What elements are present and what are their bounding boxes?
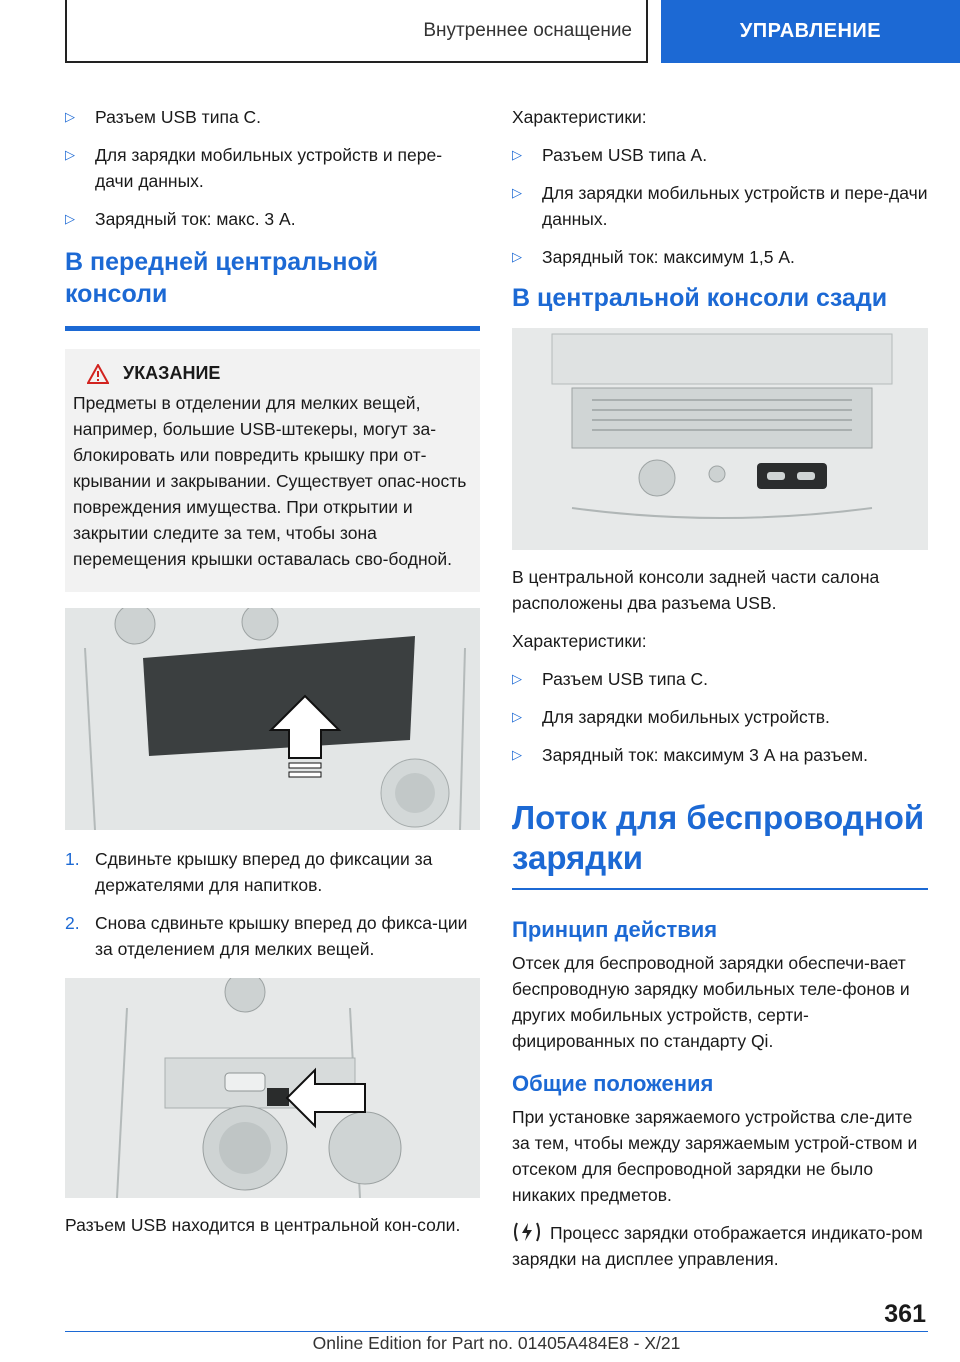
rear-usb-description: В центральной консоли задней части салона расположены два разъема USB. bbox=[512, 567, 880, 613]
wireless-charging-icon bbox=[512, 1221, 542, 1243]
warning-triangle-icon bbox=[87, 364, 109, 384]
triangle-bullet-icon: ▷ bbox=[512, 147, 522, 162]
page-number: 361 bbox=[884, 1300, 926, 1328]
header-chapter-tab[interactable] bbox=[661, 0, 960, 63]
usb-a-feature-list bbox=[512, 142, 928, 270]
general-text: При установке заряжаемого устройства сле-дите за тем, чтобы между заряжаемым устрой-ством и отсеком для беспроводной зарядки не было никаких предметов. bbox=[512, 1107, 918, 1205]
triangle-bullet-icon: ▷ bbox=[512, 747, 522, 762]
list-item: ▷ Для зарядки мобильных устройств и пере-дачи данных. bbox=[512, 180, 928, 232]
features-label: Характеристики: bbox=[512, 631, 647, 651]
warning-title: УКАЗАНИЕ bbox=[73, 363, 472, 384]
warning-text: Предметы в отделении для мелких вещей, например, большие USB-штекеры, могут за-блокировать или повредить крышку при от-крывании и закрывании. Существует опас-ность повреждения имущества. При открытии и закрытии следите за тем, чтобы зона перемещения крышки оставалась сво-бодной. bbox=[73, 393, 467, 569]
warning-box bbox=[65, 349, 480, 592]
triangle-bullet-icon: ▷ bbox=[65, 109, 75, 124]
list-item: ▷ Зарядный ток: максимум 1,5 A. bbox=[512, 244, 928, 270]
list-item: ▷ Разъем USB типа A. bbox=[512, 142, 928, 168]
section-title-wireless-tray: Лоток для беспроводной зарядки bbox=[512, 799, 925, 876]
footer-rule bbox=[65, 1331, 928, 1332]
slide-cover-steps bbox=[65, 846, 480, 962]
list-item: ▷ Зарядный ток: максимум 3 A на разъем. bbox=[512, 742, 928, 768]
triangle-bullet-icon: ▷ bbox=[512, 709, 522, 724]
list-item: ▷ Зарядный ток: макс. 3 A. bbox=[65, 206, 480, 232]
list-item: ▷ Разъем USB типа C. bbox=[512, 666, 928, 692]
triangle-bullet-icon: ▷ bbox=[65, 147, 75, 162]
photo-usb-in-console bbox=[65, 978, 480, 1198]
footer-edition: Online Edition for Part no. 01405A484E8 - X/21 bbox=[312, 1333, 681, 1353]
indicator-note: Процесс зарядки отображается индикато-ром зарядки на дисплее управления. bbox=[512, 1223, 923, 1269]
section-title: Внутреннее оснащение bbox=[423, 19, 632, 41]
photo-rear-console bbox=[512, 328, 928, 550]
triangle-bullet-icon: ▷ bbox=[512, 671, 522, 686]
list-item: ▷ Для зарядки мобильных устройств и пере-дачи данных. bbox=[65, 142, 480, 194]
header-section bbox=[65, 0, 648, 63]
heading-rule bbox=[65, 326, 480, 331]
heading-general: Общие положения bbox=[512, 1071, 714, 1096]
heading-principle: Принцип действия bbox=[512, 917, 718, 942]
step-item: 2. Снова сдвиньте крышку вперед до фикса-ции за отделением для мелких вещей. bbox=[65, 913, 468, 959]
chapter-title: УПРАВЛЕНИЕ bbox=[739, 20, 882, 42]
triangle-bullet-icon: ▷ bbox=[512, 185, 522, 200]
section-rule bbox=[512, 888, 928, 890]
triangle-bullet-icon: ▷ bbox=[512, 249, 522, 264]
usb-front-feature-list bbox=[65, 104, 480, 232]
list-item: ▷ Разъем USB типа C. bbox=[65, 104, 480, 130]
right-column bbox=[512, 104, 928, 1284]
step-item: 1. Сдвиньте крышку вперед до фиксации за держателями для напитков. bbox=[65, 849, 433, 895]
left-column bbox=[65, 104, 480, 1250]
heading-rear-console: В центральной консоли сзади bbox=[512, 284, 888, 312]
principle-text: Отсек для беспроводной зарядки обеспечи-вает беспроводную зарядку мобильных теле-фонов и других мобильных устройств, серти-фицированных по стандарту Qi. bbox=[512, 953, 910, 1051]
triangle-bullet-icon: ▷ bbox=[65, 211, 75, 226]
usb-location-caption: Разъем USB находится в центральной кон-соли. bbox=[65, 1215, 461, 1235]
photo-front-console-slide-cover bbox=[65, 608, 480, 830]
usb-c-rear-feature-list bbox=[512, 666, 928, 768]
heading-front-console: В передней центральной консоли bbox=[65, 248, 379, 308]
features-label: Характеристики: bbox=[512, 107, 647, 127]
list-item: ▷ Для зарядки мобильных устройств. bbox=[512, 704, 928, 730]
